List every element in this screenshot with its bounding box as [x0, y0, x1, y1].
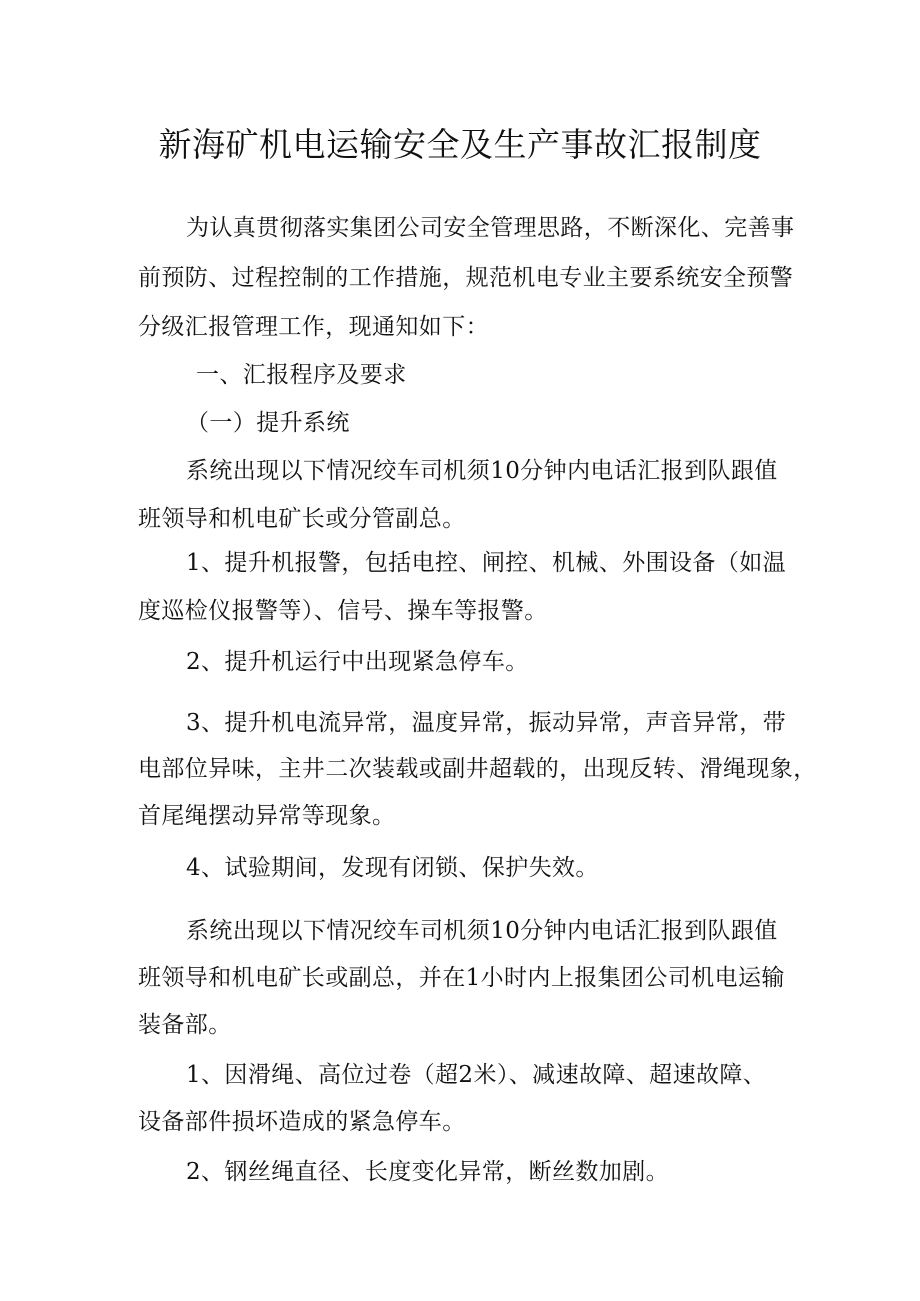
list-item-line: 电部位异味，主井二次装载或副井超载的，出现反转、滑绳现象， — [138, 756, 817, 782]
paragraph-line: 分级汇报管理工作，现通知如下： — [138, 314, 489, 340]
paragraph-line: 为认真贯彻落实集团公司安全管理思路，不断深化、完善事 — [186, 215, 795, 241]
list-item-line: 1、因滑绳、高位过卷（超2米）、减速故障、超速故障、 — [186, 1062, 767, 1088]
paragraph-line: 班领导和机电矿长或分管副总。 — [138, 506, 466, 532]
list-item-line: 2、钢丝绳直径、长度变化异常，断丝数加剧。 — [186, 1159, 670, 1185]
subsection-heading: （一）提升系统 — [186, 410, 350, 436]
list-item-line: 度巡检仪报警等）、信号、操车等报警。 — [138, 598, 548, 624]
paragraph-line: 班领导和机电矿长或副总，并在1小时内上报集团公司机电运输 — [138, 965, 785, 991]
document-title: 新海矿机电运输安全及生产事故汇报制度 — [158, 125, 762, 164]
paragraph-line: 装备部。 — [138, 1012, 232, 1038]
paragraph-line: 系统出现以下情况绞车司机须10分钟内电话汇报到队跟值 — [186, 458, 778, 484]
paragraph-line: 系统出现以下情况绞车司机须10分钟内电话汇报到队跟值 — [186, 918, 778, 944]
list-item-line: 2、提升机运行中出现紧急停车。 — [186, 649, 529, 675]
list-item-line: 4、试验期间，发现有闭锁、保护失效。 — [186, 855, 599, 881]
list-item-line: 3、提升机电流异常，温度异常，振动异常，声音异常，带 — [186, 710, 787, 736]
section-heading: 一、汇报程序及要求 — [196, 362, 407, 388]
paragraph-line: 前预防、过程控制的工作措施，规范机电专业主要系统安全预警 — [138, 265, 794, 291]
list-item-line: 设备部件损坏造成的紧急停车。 — [138, 1109, 466, 1135]
list-item-line: 首尾绳摆动异常等现象。 — [138, 803, 396, 829]
list-item-line: 1、提升机报警，包括电控、闸控、机械、外围设备（如温 — [186, 550, 787, 576]
